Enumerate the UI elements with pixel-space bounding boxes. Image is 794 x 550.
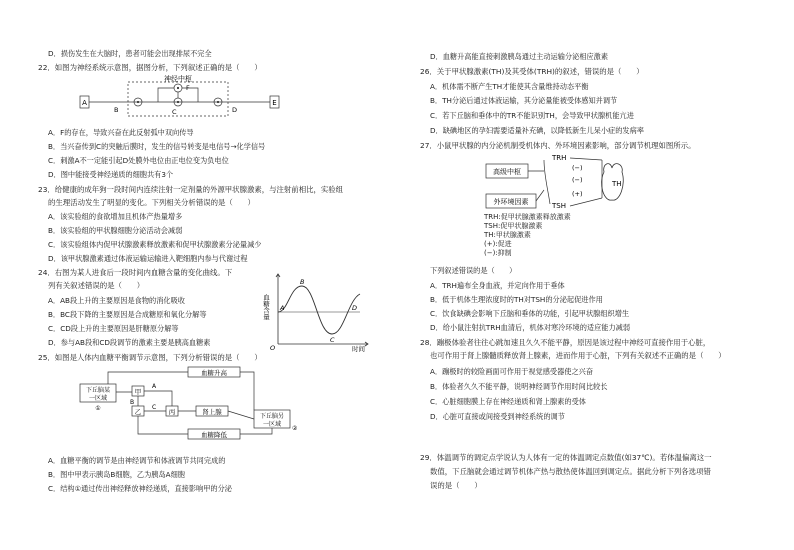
- q25-right-box-2: 一区域: [262, 421, 282, 428]
- q22-label-c: C: [172, 108, 177, 116]
- q22-label-e: E: [272, 99, 277, 107]
- q25-top-label: 血糖升高: [201, 369, 227, 377]
- q22-label-f: F: [186, 84, 190, 92]
- q27-trh: TRH: [552, 154, 567, 162]
- q25-regulation-diagram: [78, 364, 318, 444]
- q27-th: TH: [612, 180, 622, 188]
- q24-option-d: D．参与AB段和CD段调节的激素主要是胰高血糖素: [48, 338, 211, 347]
- q21-option-d: D．损伤发生在大脑时，患者可能会出现排尿不完全: [48, 49, 212, 58]
- q27-legend-trh: TRH:促甲状腺激素释放激素: [484, 213, 571, 221]
- q28-stem-1: 28．蹦极体验者往往心跳加速且久久不能平静，原因是该过程中神经可直接作用于心脏，: [420, 338, 711, 347]
- q24-ylabel: 血糖含量: [262, 294, 270, 320]
- q27-cns: 高级中枢: [493, 168, 521, 176]
- q22-option-a: A．F的存在，导致兴奋在此反射弧中双向传导: [48, 128, 194, 137]
- q27-thyroid-diagram: [484, 150, 634, 215]
- q27-option-a: A．TRH遍布全身血液，并定向作用于垂体: [430, 281, 565, 290]
- q22-label-a: A: [82, 99, 87, 107]
- q24-option-c: C．CD段上升的主要原因是肝糖原分解等: [48, 324, 179, 333]
- q24-point-b: B: [300, 278, 305, 286]
- q22-label-d: D: [232, 106, 238, 114]
- q27-env: 外环境因素: [493, 198, 529, 206]
- q22-neural-diagram: [78, 74, 288, 124]
- q25-adrenal: 肾上腺: [202, 408, 222, 416]
- q25-label-a: A: [152, 383, 157, 390]
- q22-option-b: B．当兴奋传到C的突触后膜时，发生的信号转变是电信号→化学信号: [48, 142, 266, 151]
- q25-option-b: B．图中甲表示胰岛B细胞，乙为胰岛A细胞: [48, 470, 185, 479]
- q25-option-a: A．血糖平衡的调节是由神经调节和体液调节共同完成的: [48, 456, 226, 465]
- q27-legend-tsh: TSH:促甲状腺激素: [484, 222, 543, 230]
- q22-stem: 22．如图为神经系统示意图，据图分析，下列叙述正确的是（ ）: [38, 63, 262, 72]
- q28-option-b: B．体验者久久不能平静，说明神经调节作用时间比较长: [430, 382, 608, 391]
- q25-label-b: B: [130, 399, 135, 406]
- q25-left-box-1: 下丘脑某: [85, 387, 111, 394]
- q25-yi: 乙: [134, 408, 142, 416]
- q29-stem-1: 29．体温调节的调定点学说认为人体有一定的体温调定点数值(如37℃)。若体温偏离这一: [420, 453, 712, 462]
- q25-option-d: D．血糖升高能直接刺激胰岛通过主动运输分泌相应激素: [430, 52, 609, 61]
- q24-option-b: B．BC段下降的主要原因是合成糖原和氧化分解等: [48, 310, 207, 319]
- q24-option-a: A．AB段上升的主要原因是食物的消化吸收: [48, 296, 185, 305]
- q22-label-b: B: [114, 106, 119, 114]
- q28-option-d: D．心脏可直接或间接受到神经系统的调节: [430, 412, 565, 421]
- q27-tsh: TSH: [552, 202, 566, 210]
- q24-stem-2: 列有关叙述错误的是（ ）: [48, 281, 145, 290]
- q26-option-a: A．机体需不断产生TH才能使其含量维持动态平衡: [430, 82, 589, 91]
- q27-option-c: C．饮食缺碘会影响下丘脑和垂体的功能，引起甲状腺组织增生: [430, 309, 630, 318]
- q24-stem-1: 24．右图为某人进食后一段时间内血糖含量的变化曲线。下: [38, 268, 233, 277]
- q27-minus-1: (−): [572, 164, 583, 172]
- q24-point-c: C: [330, 336, 335, 344]
- q22-option-d: D．图中能接受神经递质的细胞共有3个: [48, 170, 174, 179]
- q27-option-d: D．给小鼠注射抗TRH血清后，机体对寒冷环境的适应能力减弱: [430, 323, 631, 332]
- q27-plus: (+): [572, 190, 583, 198]
- q28-option-a: A．蹦极时的较险画面可作用于视觉感受器使之兴奋: [430, 367, 594, 376]
- q23-option-d: D．该甲状腺激素通过体液运输运输进入靶细胞内参与代谢过程: [48, 254, 248, 263]
- q27-legend-plus: (+):促进: [484, 240, 512, 248]
- q23-option-c: C．该实验组体内促甲状腺激素释放激素和促甲状腺激素分泌量减少: [48, 240, 262, 249]
- q25-right-box-1: 下丘脑另: [259, 413, 285, 420]
- q24-origin: O: [270, 344, 276, 352]
- q27-legend-minus: (−):抑制: [484, 249, 512, 257]
- q23-option-a: A．该实验组的食欲增加且机体产热量增多: [48, 212, 183, 221]
- q25-left-num: ①: [95, 405, 101, 412]
- q24-xlabel: 时间: [352, 345, 365, 352]
- q25-label-c: C: [152, 404, 157, 411]
- q25-jia: 甲: [134, 388, 142, 396]
- q27-legend-th: TH:甲状腺激素: [484, 231, 531, 239]
- q25-bing: 丙: [168, 408, 176, 416]
- q27-minus-2: (−): [572, 176, 583, 184]
- q22-center-label: 神经中枢: [164, 75, 192, 83]
- q26-option-c: C．若下丘脑和垂体中的TR不能识别TH，会导致甲状腺机能亢进: [430, 111, 634, 120]
- q29-stem-2: 数值，下丘脑就会通过调节机体产热与散热使体温回到调定点。据此分析下列各选项错: [430, 467, 711, 476]
- q25-bottom-label: 血糖降低: [201, 431, 227, 439]
- q28-option-c: C．心脏细胞膜上存在神经递质和肾上腺素的受体: [430, 397, 586, 406]
- q23-stem-2: 的生理活动发生了明显的变化。下列相关分析错误的是（ ）: [48, 198, 255, 207]
- q24-glucose-graph: [260, 272, 370, 352]
- q24-point-d: D: [352, 304, 358, 312]
- q26-option-b: B．TH分泌后通过体液运输，其分泌量能被受体感知并调节: [430, 96, 618, 105]
- q23-option-b: B．该实验组的甲状腺细胞分泌活动会减弱: [48, 226, 183, 235]
- q29-stem-3: 误的是（ ）: [430, 481, 482, 490]
- q27-stem: 27．小鼠甲状腺的内分泌机制受机体内、外环境因素影响，部分调节机理如图所示。: [420, 141, 696, 150]
- q28-stem-2: 也可作用于肾上腺髓质释放肾上腺素，进而作用于心脏，下列有关叙述不正确的是（ ）: [430, 351, 726, 360]
- q22-option-c: C．刺激A不一定能引起D处膜外电位由正电位变为负电位: [48, 156, 229, 165]
- q26-option-d: D．缺碘地区的孕妇需要适量补充碘，以降低新生儿呆小症的发病率: [430, 126, 644, 135]
- q23-stem-1: 23．给健康的成年狗一段时间内连续注射一定剂量的外源甲状腺激素，与注射前相比，实验组: [38, 185, 344, 194]
- q25-option-c: C．结构①通过传出神经释放神经递质，直接影响甲的分泌: [48, 484, 232, 493]
- q27-prompt: 下列叙述错误的是（ ）: [430, 266, 517, 275]
- q25-left-box-2: 一区域: [88, 395, 108, 402]
- q25-right-num: ②: [292, 425, 298, 432]
- q25-stem: 25．如图是人体内血糖平衡调节示意图，下列分析错误的是（ ）: [38, 353, 262, 362]
- q24-point-a: A: [280, 304, 285, 312]
- q26-stem: 26．关于甲状腺激素(TH)及其受体(TRH)的叙述，错误的是（ ）: [420, 67, 644, 76]
- q27-option-b: B．低于机体生理浓度时的TH对TSH的分泌起促进作用: [430, 295, 603, 304]
